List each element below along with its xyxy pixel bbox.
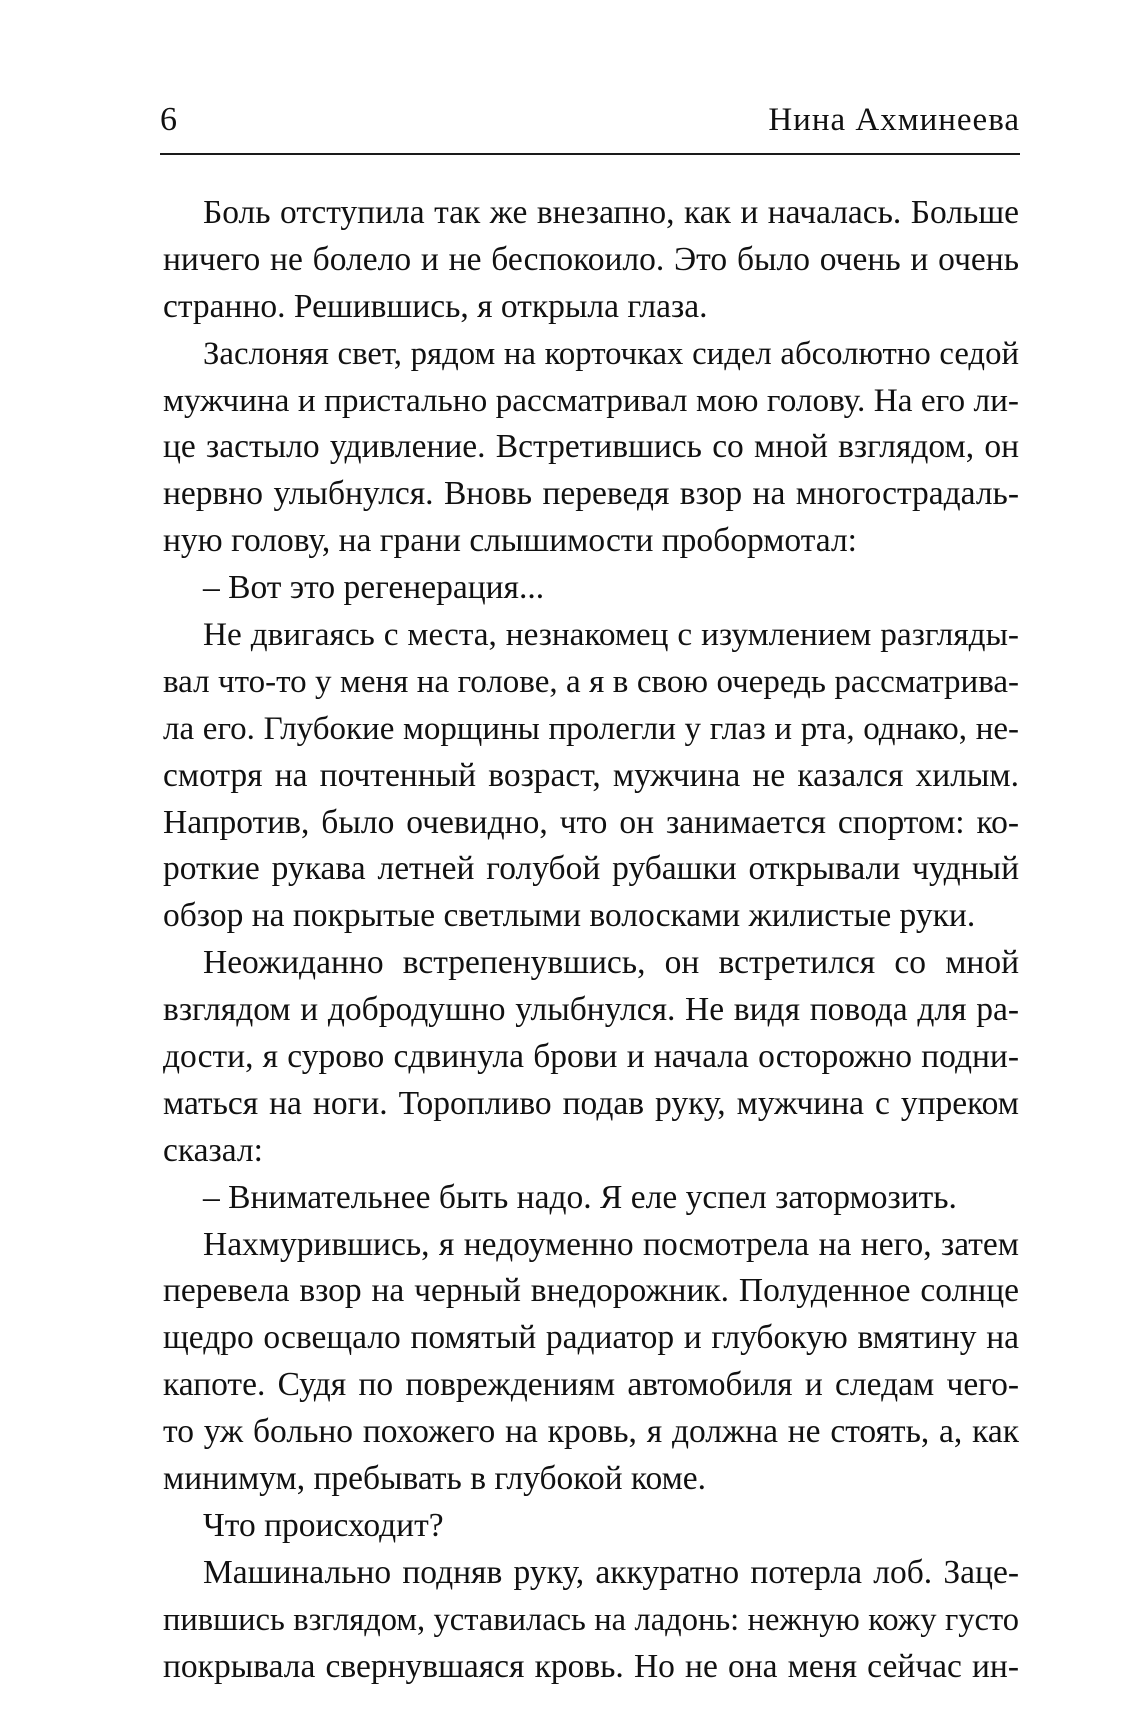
text-line: Боль отступила так же внезапно, как и началась. Больше — [203, 194, 1019, 231]
text-line: смотря на почтенный возраст, мужчина не казался хилым. — [163, 756, 1019, 794]
text-line: – Вот это регенерация... — [203, 569, 545, 607]
text-line: роткие рукава летней голубой рубашки открывали чудный — [163, 850, 1019, 888]
text-line: перевела взор на черный внедорожник. Полуденное солнце — [163, 1272, 1019, 1310]
text-line: щедро освещало помятый радиатор и глубокую вмятину на — [163, 1319, 1019, 1357]
body-text — [163, 190, 1019, 1691]
text-line: Машинально подняв руку, аккуратно потерла лоб. Заце- — [203, 1553, 1019, 1591]
text-line: пившись взглядом, уставилась на ладонь: нежную кожу густо — [163, 1601, 1019, 1638]
text-line: минимум, пребывать в глубокой коме. — [163, 1460, 707, 1498]
text-line: обзор на покрытые светлыми волосками жилистые руки. — [163, 897, 976, 935]
text-line: капоте. Судя по повреждениям автомобиля и следам чего- — [163, 1366, 1019, 1404]
running-head-author: Нина Ахминеева — [768, 102, 1020, 138]
text-line: дости, я сурово сдвинула брови и начала осторожно подни- — [163, 1038, 1019, 1076]
text-line: странно. Решившись, я открыла глаза. — [163, 287, 708, 325]
text-line: Заслоняя свет, рядом на корточках сидел абсолютно седой — [203, 335, 1019, 372]
text-line: ла его. Глубокие морщины пролегли у глаз и рта, однако, не- — [163, 710, 1019, 747]
text-line: Напротив, было очевидно, что он занимается спортом: ко- — [163, 803, 1019, 841]
text-line: мужчина и пристально рассматривал мою голову. На его ли- — [163, 381, 1019, 419]
header-rule — [160, 153, 1020, 155]
text-line: це застыло удивление. Встретившись со мной взглядом, он — [163, 428, 1019, 466]
text-line: Что происходит? — [203, 1506, 444, 1544]
text-line: ную голову, на грани слышимости пробормотал: — [163, 522, 857, 560]
text-line: покрывала свернувшаяся кровь. Но не она меня сейчас ин- — [163, 1647, 1019, 1685]
page-header — [160, 94, 1020, 146]
text-line: взглядом и добродушно улыбнулся. Не видя повода для ра- — [163, 991, 1019, 1029]
text-line: Неожиданно встрепенувшись, он встретился со мной — [203, 944, 1019, 982]
text-line: ничего не болело и не беспокоило. Это было очень и очень — [163, 240, 1019, 278]
text-line: вал что-то у меня на голове, а я в свою очередь рассматрива- — [163, 663, 1019, 700]
text-line: Не двигаясь с места, незнакомец с изумлением разгляды- — [203, 616, 1019, 654]
text-line: сказал: — [163, 1131, 263, 1169]
text-line: маться на ноги. Торопливо подав руку, мужчина с упреком — [163, 1084, 1019, 1122]
text-line: – Внимательнее быть надо. Я еле успел затормозить. — [203, 1178, 957, 1216]
text-line: то уж больно похожего на кровь, я должна не стоять, а, как — [163, 1413, 1019, 1451]
text-line: нервно улыбнулся. Вновь переведя взор на многострадаль- — [163, 475, 1019, 513]
text-line: Нахмурившись, я недоуменно посмотрела на него, затем — [203, 1225, 1019, 1263]
page-number: 6 — [160, 101, 177, 138]
